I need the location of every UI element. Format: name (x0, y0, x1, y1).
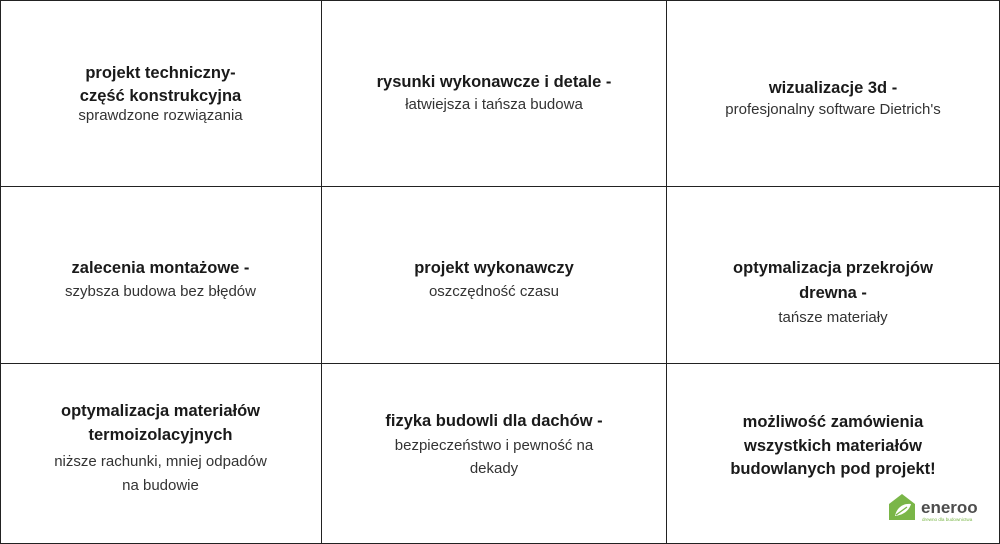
feature-cell-assembly-recommendations (0, 187, 322, 364)
feature-title: fizyka budowli dla dachów - (385, 412, 603, 430)
feature-title: optymalizacja przekrojów drewna - (733, 259, 933, 302)
feature-cell-insulation-optimization (0, 364, 322, 544)
eneroo-logo-graphic (887, 492, 992, 524)
feature-description: łatwiejsza i tańsza budowa (405, 96, 583, 113)
feature-cell-technical-project (0, 0, 322, 187)
feature-title: zalecenia montażowe - (71, 259, 250, 277)
feature-description: sprawdzone rozwiązania (78, 107, 243, 124)
logo-tagline: drewno dla budownictwa (922, 517, 973, 522)
feature-cell-executive-project (322, 187, 667, 364)
feature-cell-timber-optimization (667, 187, 1000, 364)
feature-description: szybsza budowa bez błędów (65, 283, 256, 300)
feature-description: oszczędność czasu (428, 283, 560, 300)
feature-cell-building-physics (322, 364, 667, 544)
feature-cell-working-drawings (322, 0, 667, 187)
feature-description: profesjonalny software Dietrich's (725, 101, 941, 118)
feature-cell-3d-visualizations (667, 0, 1000, 187)
logo-wordmark: eneroo (921, 498, 978, 517)
feature-title: optymalizacja materiałów termoizolacyjnych (61, 402, 260, 444)
feature-title: wizualizacje 3d - (768, 79, 898, 97)
feature-description: niższe rachunki, mniej odpadów na budowie (54, 453, 267, 494)
feature-title: możliwość zamówienia wszystkich materiałów budowlanych pod projekt! (730, 413, 936, 478)
feature-description: bezpieczeństwo i pewność na dekady (394, 437, 594, 477)
eneroo-logo (887, 492, 992, 524)
feature-description: tańsze materiały (778, 309, 888, 326)
feature-title: projekt techniczny- część konstrukcyjna (79, 64, 242, 105)
feature-title: rysunki wykonawcze i detale - (376, 73, 612, 91)
feature-title: projekt wykonawczy (414, 259, 574, 277)
